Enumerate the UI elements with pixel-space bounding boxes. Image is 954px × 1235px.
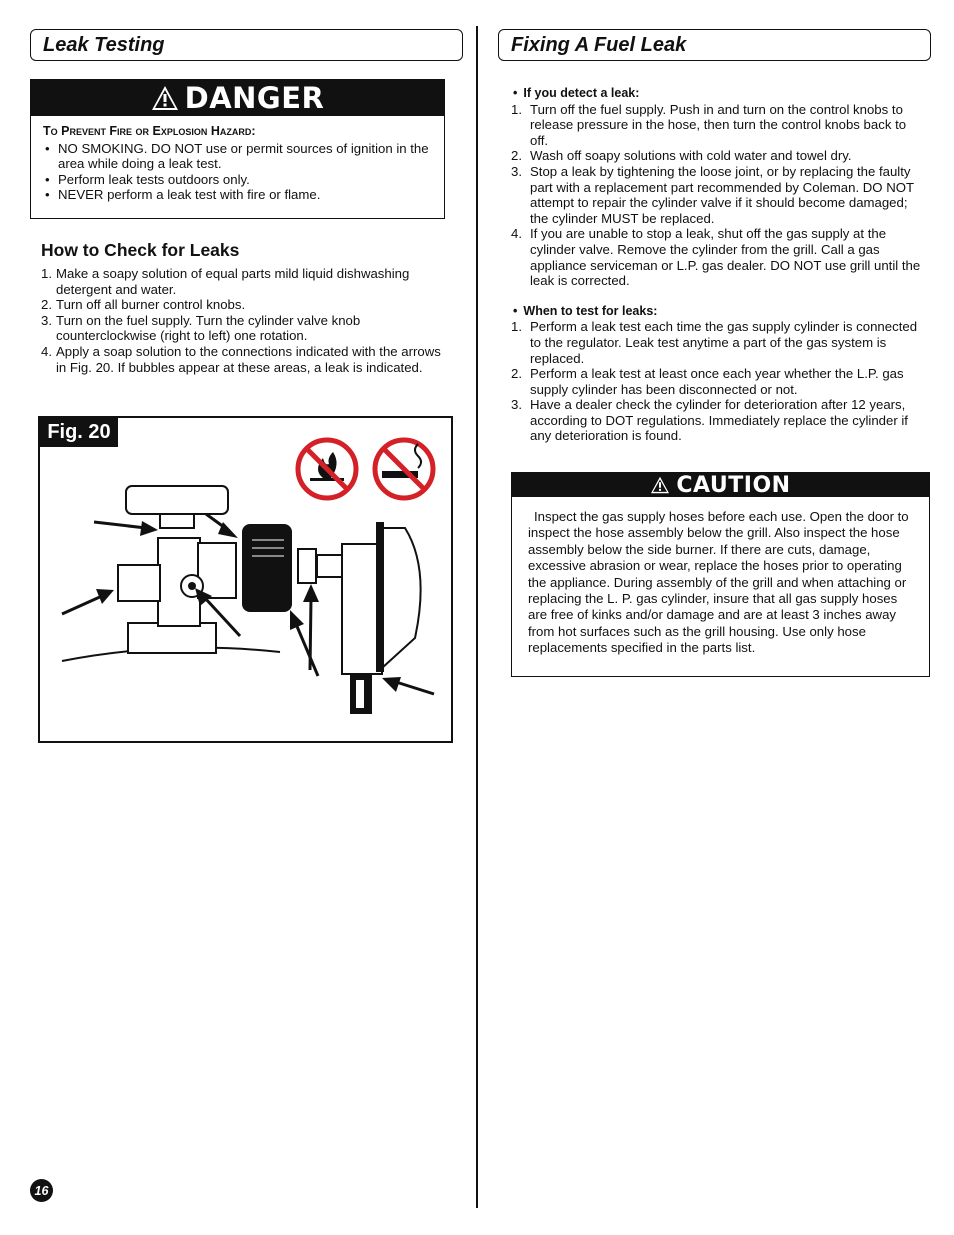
- danger-bullet: • Perform leak tests outdoors only.: [43, 172, 432, 188]
- step-text: Stop a leak by tightening the loose joint, or by replacing the faulty part with a replacement part recommended by Coleman. DO NOT attempt to repair the cylinder valve if it should become damaged; the cylinder MUST be replaced.: [530, 163, 914, 226]
- leak-testing-header: [30, 29, 463, 61]
- detect-step: [511, 164, 926, 226]
- bullet-icon: •: [513, 86, 518, 100]
- step-text: Perform a leak test each time the gas supply cylinder is connected to the regulator. Leak test anytime a part of the gas system is replaced.: [530, 319, 918, 366]
- when-to-test-steps: [511, 319, 926, 444]
- warning-triangle-icon: [151, 85, 179, 111]
- step-number: 3.: [511, 163, 522, 179]
- how-to-step: [41, 344, 441, 375]
- detect-leak-subtitle: [511, 86, 926, 102]
- step-text: Turn on the fuel supply. Turn the cylinder valve knob counterclockwise (right to left) one rotation.: [56, 312, 361, 344]
- step-text: Turn off the fuel supply. Push in and turn on the control knobs to release pressure in the hose, then turn the control knobs back to off.: [530, 101, 907, 148]
- fixing-fuel-leak-title: Fixing A Fuel Leak: [511, 33, 687, 56]
- how-to-step: [41, 297, 441, 313]
- step-number: 3.: [41, 312, 52, 328]
- danger-subtitle: To Prevent Fire or Explosion Hazard:: [43, 124, 256, 138]
- step-number: 1.: [511, 319, 522, 335]
- figure-label: Fig. 20: [40, 418, 118, 447]
- danger-bullet: • NO SMOKING. DO NOT use or permit sources of ignition in the area while doing a leak test.: [43, 141, 432, 172]
- danger-bullet-list: [43, 141, 432, 203]
- leak-testing-title: Leak Testing: [43, 33, 165, 56]
- step-text: Perform a leak test at least once each year whether the L.P. gas supply cylinder has been disconnected or not.: [530, 366, 904, 397]
- caution-title: CAUTION: [676, 472, 791, 498]
- step-number: 3.: [511, 397, 522, 413]
- danger-title: DANGER: [184, 81, 325, 115]
- detect-step: [511, 226, 926, 288]
- how-to-step: [41, 266, 441, 297]
- caution-text: Inspect the gas supply hoses before each use. Open the door to inspect the hose assembly below the grill. Also inspect the hose assembly below the side burner. If there are cuts, damage, excessive abrasion or wear, replace the hoses prior to operating the appliance. During assembly of the grill and when attaching or replacing the L. P. gas cylinder, insure that all gas supply hoses are free of kinks and/or damage and are at least 3 inches away from hot surfaces such as the grill housing. Use only hose replacements specified in the parts list.: [528, 509, 909, 656]
- detect-leak-steps: [511, 102, 926, 289]
- step-text: If you are unable to stop a leak, shut off the gas supply at the cylinder valve. Remove the cylinder from the grill. Call a gas appliance serviceman or L.P. gas dealer. DO NOT use grill until the leak is corrected.: [530, 226, 921, 289]
- how-to-check-title: How to Check for Leaks: [41, 240, 240, 260]
- step-number: 4.: [41, 343, 52, 359]
- step-number: 2.: [41, 297, 52, 313]
- no-smoking-icon: [375, 440, 433, 498]
- danger-bullet: • NEVER perform a leak test with fire or flame.: [43, 187, 432, 203]
- when-step: [511, 397, 926, 444]
- danger-box: [30, 79, 445, 219]
- detect-step: [511, 148, 926, 164]
- step-number: 1.: [41, 266, 52, 281]
- page-number: 16: [30, 1179, 53, 1202]
- figure-20: [38, 416, 453, 743]
- no-open-flame-icon: [298, 440, 356, 498]
- step-number: 2.: [511, 366, 522, 382]
- detect-leak-title: If you detect a leak:: [523, 86, 640, 100]
- when-to-test-subtitle: [511, 304, 926, 320]
- danger-banner: [31, 80, 444, 116]
- how-to-step: [41, 313, 441, 344]
- fixing-fuel-leak-header: [498, 29, 931, 61]
- bullet-icon: •: [513, 303, 518, 318]
- step-number: 4.: [511, 226, 522, 242]
- caution-box: [511, 472, 930, 677]
- step-number: 2.: [511, 148, 522, 164]
- column-divider: [476, 26, 478, 1208]
- step-number: 1.: [511, 101, 522, 117]
- when-step: [511, 319, 926, 366]
- caution-banner: [512, 473, 929, 497]
- when-to-test-title: When to test for leaks:: [523, 303, 658, 318]
- when-step: [511, 366, 926, 397]
- detect-step: [511, 102, 926, 149]
- step-text: Turn off all burner control knobs.: [56, 297, 246, 313]
- step-text: Have a dealer check the cylinder for deterioration after 12 years, according to DOT regulations. Immediately replace the cylinder if any deterioration is found.: [530, 397, 908, 444]
- step-text: Wash off soapy solutions with cold water and towel dry.: [530, 148, 852, 164]
- fix-leak-content: [511, 86, 926, 444]
- valve-regulator-diagram: [40, 418, 451, 741]
- step-text: Make a soapy solution of equal parts mild liquid dishwashing detergent and water.: [56, 266, 410, 297]
- step-text: Apply a soap solution to the connections indicated with the arrows in Fig. 20. If bubbles appear at these areas, a leak is indicated.: [56, 343, 441, 375]
- how-to-check-steps: [41, 266, 441, 375]
- warning-triangle-icon: [650, 476, 670, 494]
